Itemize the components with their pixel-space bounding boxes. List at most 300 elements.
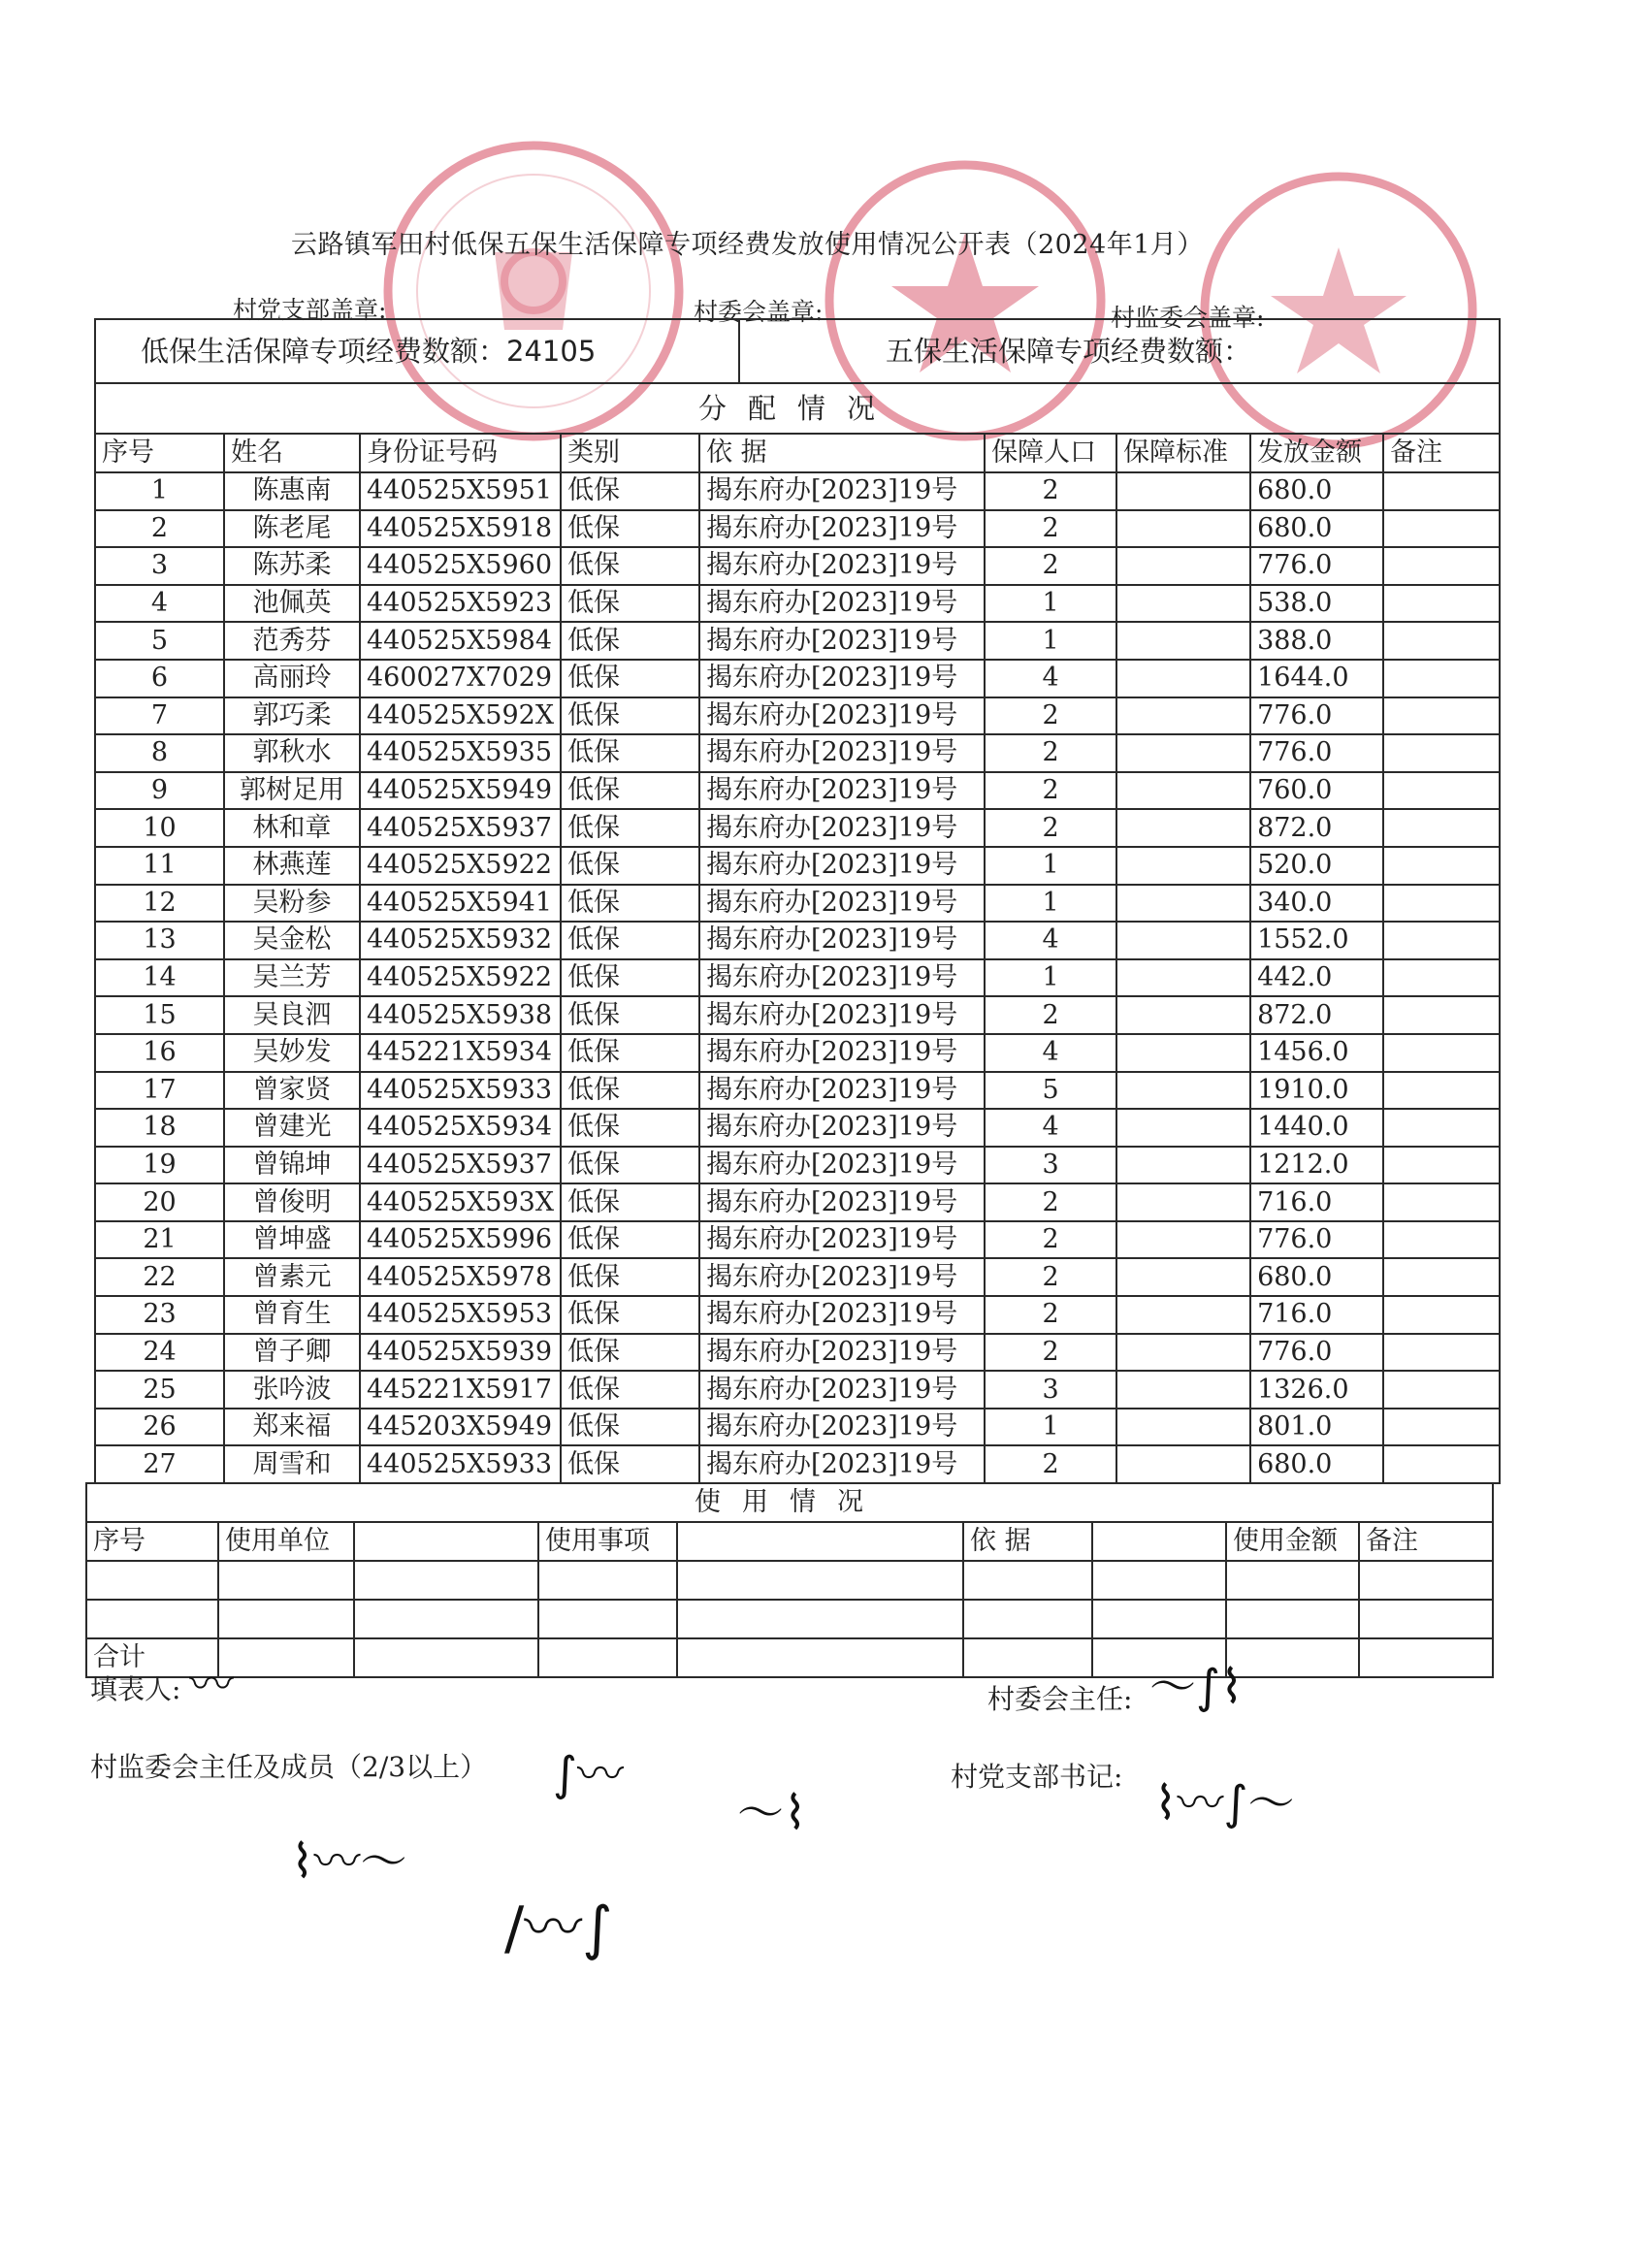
- table-cell: 陈惠南: [224, 472, 360, 510]
- table-cell: [1116, 809, 1250, 847]
- table-cell: 440525X5939: [360, 1334, 561, 1372]
- table-cell: 低保: [561, 1221, 699, 1259]
- table-cell: 揭东府办[2023]19号: [699, 885, 985, 923]
- table-row: [95, 996, 1500, 1034]
- usage-header-cell: [1092, 1522, 1226, 1561]
- table-cell: 低保: [561, 510, 699, 548]
- table-cell: [1383, 622, 1500, 660]
- table-cell: 曾家贤: [224, 1072, 360, 1110]
- table-cell: 21: [95, 1221, 224, 1259]
- table-cell: [1383, 1072, 1500, 1110]
- usage-header-cell: 使用事项: [538, 1522, 677, 1561]
- table-cell: 2: [985, 809, 1116, 847]
- table-cell: 周雪和: [224, 1445, 360, 1483]
- table-cell: 460027X7029: [360, 660, 561, 697]
- table-cell: 2: [985, 1258, 1116, 1296]
- table-cell: [1383, 922, 1500, 959]
- table-row: [95, 1147, 1500, 1184]
- distribution-section-title: 分配情况: [95, 383, 1500, 434]
- table-cell: [1116, 622, 1250, 660]
- table-cell: 680.0: [1250, 1445, 1383, 1483]
- table-cell: 776.0: [1250, 697, 1383, 735]
- table-cell: 1: [985, 959, 1116, 997]
- distribution-header-cell: 类别: [561, 434, 699, 472]
- table-cell: 3: [985, 1371, 1116, 1409]
- table-cell: [1116, 847, 1250, 885]
- table-cell: [1383, 472, 1500, 510]
- table-cell: [1116, 1183, 1250, 1221]
- table-cell: 2: [985, 1221, 1116, 1259]
- table-cell: [1383, 1109, 1500, 1147]
- table-row: [95, 510, 1500, 548]
- table-cell: 揭东府办[2023]19号: [699, 1296, 985, 1334]
- table-cell: [1383, 1034, 1500, 1072]
- table-cell: 2: [985, 772, 1116, 810]
- table-row: [95, 734, 1500, 772]
- table-cell: 440525X593X: [360, 1183, 561, 1221]
- table-cell: 曾建光: [224, 1109, 360, 1147]
- table-cell: 680.0: [1250, 1258, 1383, 1296]
- table-cell: 低保: [561, 1371, 699, 1409]
- table-cell: 10: [95, 809, 224, 847]
- table-row: [95, 547, 1500, 585]
- table-cell: 陈老尾: [224, 510, 360, 548]
- supervision-members-label: 村监委会主任及成员（2/3以上）: [90, 1751, 488, 1783]
- table-cell: 揭东府办[2023]19号: [699, 809, 985, 847]
- table-cell: 16: [95, 1034, 224, 1072]
- table-cell: 低保: [561, 847, 699, 885]
- party-branch-seal-label: 村党支部盖章:: [233, 296, 387, 324]
- table-cell: 9: [95, 772, 224, 810]
- table-cell: [1383, 1258, 1500, 1296]
- table-cell: 440525X5996: [360, 1221, 561, 1259]
- table-cell: [1383, 734, 1500, 772]
- table-cell: 吴良泗: [224, 996, 360, 1034]
- table-cell: 揭东府办[2023]19号: [699, 660, 985, 697]
- table-row: [95, 809, 1500, 847]
- table-cell: [1116, 510, 1250, 548]
- table-cell: 1: [985, 885, 1116, 923]
- table-cell: 1552.0: [1250, 922, 1383, 959]
- table-cell: 揭东府办[2023]19号: [699, 847, 985, 885]
- table-cell: 低保: [561, 922, 699, 959]
- table-row: [95, 1034, 1500, 1072]
- dibao-fund-label: 低保生活保障专项经费数额：: [141, 335, 507, 368]
- table-cell: 揭东府办[2023]19号: [699, 1034, 985, 1072]
- table-cell: 12: [95, 885, 224, 923]
- table-cell: [1383, 1221, 1500, 1259]
- table-cell: 低保: [561, 734, 699, 772]
- table-cell: 7: [95, 697, 224, 735]
- table-cell: 曾育生: [224, 1296, 360, 1334]
- title-month: 1: [1133, 230, 1150, 260]
- dibao-fund-cell: [95, 319, 739, 383]
- table-cell: 4: [985, 660, 1116, 697]
- table-cell: 716.0: [1250, 1183, 1383, 1221]
- table-row: [95, 1334, 1500, 1372]
- table-cell: [1116, 1109, 1250, 1147]
- usage-empty-row: [86, 1561, 1493, 1600]
- table-cell: [1116, 1409, 1250, 1446]
- table-cell: [1116, 1147, 1250, 1184]
- table-cell: 801.0: [1250, 1409, 1383, 1446]
- table-cell: 揭东府办[2023]19号: [699, 547, 985, 585]
- distribution-header-cell: 姓名: [224, 434, 360, 472]
- table-cell: [1116, 885, 1250, 923]
- supervision-member-signature: ∕〰∫: [504, 1895, 613, 1962]
- table-cell: 872.0: [1250, 809, 1383, 847]
- table-cell: 低保: [561, 1445, 699, 1483]
- table-cell: [1383, 1371, 1500, 1409]
- table-cell: 445221X5917: [360, 1371, 561, 1409]
- usage-header-cell: 依 据: [963, 1522, 1092, 1561]
- table-cell: 1: [985, 622, 1116, 660]
- table-cell: 19: [95, 1147, 224, 1184]
- usage-header-cell: 序号: [86, 1522, 218, 1561]
- table-cell: 2: [985, 697, 1116, 735]
- usage-section-title: 使用情况: [86, 1483, 1493, 1522]
- table-row: [95, 1371, 1500, 1409]
- table-cell: 1644.0: [1250, 660, 1383, 697]
- table-cell: [1383, 809, 1500, 847]
- table-cell: 440525X5937: [360, 809, 561, 847]
- preparer-signature: 〰: [189, 1658, 234, 1710]
- table-cell: [1116, 996, 1250, 1034]
- table-cell: 440525X5941: [360, 885, 561, 923]
- table-row: [95, 772, 1500, 810]
- table-cell: 340.0: [1250, 885, 1383, 923]
- table-row: [95, 660, 1500, 697]
- usage-header-cell: 使用金额: [1226, 1522, 1359, 1561]
- table-cell: 2: [985, 1445, 1116, 1483]
- village-committee-seal-label: 村委会盖章:: [694, 298, 824, 326]
- table-cell: [1383, 1296, 1500, 1334]
- table-cell: 范秀芬: [224, 622, 360, 660]
- table-row: [95, 472, 1500, 510]
- table-cell: 1: [985, 847, 1116, 885]
- page-title: 云路镇军田村低保五保生活保障专项经费发放使用情况公开表（2024年1月）: [291, 230, 1204, 260]
- table-row: [95, 1183, 1500, 1221]
- table-cell: 440525X5923: [360, 585, 561, 623]
- table-cell: [1383, 1183, 1500, 1221]
- table-cell: 440525X5935: [360, 734, 561, 772]
- table-cell: 440525X5951: [360, 472, 561, 510]
- table-cell: 揭东府办[2023]19号: [699, 734, 985, 772]
- table-cell: 18: [95, 1109, 224, 1147]
- table-cell: 低保: [561, 1147, 699, 1184]
- table-cell: 440525X5922: [360, 959, 561, 997]
- table-row: [95, 1109, 1500, 1147]
- table-cell: 1440.0: [1250, 1109, 1383, 1147]
- table-cell: 低保: [561, 1072, 699, 1110]
- table-cell: 低保: [561, 1296, 699, 1334]
- table-cell: 5: [985, 1072, 1116, 1110]
- table-cell: 17: [95, 1072, 224, 1110]
- table-cell: 14: [95, 959, 224, 997]
- table-cell: [1116, 1334, 1250, 1372]
- table-cell: 20: [95, 1183, 224, 1221]
- table-cell: 15: [95, 996, 224, 1034]
- table-cell: [1383, 1334, 1500, 1372]
- supervision-member-signature: ⌇〰〜: [291, 1834, 407, 1889]
- table-cell: 1326.0: [1250, 1371, 1383, 1409]
- table-cell: [1116, 959, 1250, 997]
- table-cell: 2: [985, 547, 1116, 585]
- table-row: [95, 885, 1500, 923]
- table-cell: 3: [985, 1147, 1116, 1184]
- table-cell: 低保: [561, 1258, 699, 1296]
- usage-header-cell: 备注: [1359, 1522, 1493, 1561]
- table-cell: 揭东府办[2023]19号: [699, 1183, 985, 1221]
- table-cell: 4: [95, 585, 224, 623]
- table-row: [95, 1445, 1500, 1483]
- table-cell: 23: [95, 1296, 224, 1334]
- table-cell: [1116, 1221, 1250, 1259]
- usage-empty-row: [86, 1600, 1493, 1638]
- table-cell: 2: [985, 734, 1116, 772]
- table-cell: 520.0: [1250, 847, 1383, 885]
- table-cell: [1383, 1445, 1500, 1483]
- party-secretary-signature: ⌇〰∫〜: [1154, 1776, 1295, 1831]
- table-cell: 吴妙发: [224, 1034, 360, 1072]
- table-row: [95, 1258, 1500, 1296]
- committee-director-label: 村委会主任:: [987, 1683, 1133, 1715]
- table-cell: [1383, 1409, 1500, 1446]
- table-cell: 揭东府办[2023]19号: [699, 697, 985, 735]
- table-cell: [1116, 697, 1250, 735]
- table-cell: 440525X592X: [360, 697, 561, 735]
- table-cell: [1116, 1371, 1250, 1409]
- table-cell: 低保: [561, 472, 699, 510]
- table-cell: 2: [985, 472, 1116, 510]
- table-cell: 郭巧柔: [224, 697, 360, 735]
- table-cell: 440525X5978: [360, 1258, 561, 1296]
- table-cell: 郭秋水: [224, 734, 360, 772]
- table-cell: [1383, 510, 1500, 548]
- table-cell: 25: [95, 1371, 224, 1409]
- table-row: [95, 1221, 1500, 1259]
- table-cell: [1116, 472, 1250, 510]
- table-cell: 440525X5949: [360, 772, 561, 810]
- table-row: [95, 959, 1500, 997]
- table-cell: 低保: [561, 959, 699, 997]
- table-cell: 4: [985, 1034, 1116, 1072]
- table-cell: 曾俊明: [224, 1183, 360, 1221]
- table-row: [95, 1072, 1500, 1110]
- table-cell: 揭东府办[2023]19号: [699, 1258, 985, 1296]
- distribution-header-cell: 身份证号码: [360, 434, 561, 472]
- table-cell: 680.0: [1250, 510, 1383, 548]
- table-cell: 8: [95, 734, 224, 772]
- usage-header-cell: [354, 1522, 538, 1561]
- table-cell: 池佩英: [224, 585, 360, 623]
- table-cell: 林和章: [224, 809, 360, 847]
- table-cell: 低保: [561, 1034, 699, 1072]
- table-cell: 揭东府办[2023]19号: [699, 1409, 985, 1446]
- table-row: [95, 585, 1500, 623]
- table-cell: 2: [985, 1296, 1116, 1334]
- table-cell: 低保: [561, 772, 699, 810]
- table-cell: 5: [95, 622, 224, 660]
- table-cell: 2: [95, 510, 224, 548]
- table-cell: 吴粉参: [224, 885, 360, 923]
- table-cell: 1: [985, 585, 1116, 623]
- table-cell: 1456.0: [1250, 1034, 1383, 1072]
- table-cell: 揭东府办[2023]19号: [699, 996, 985, 1034]
- table-cell: 揭东府办[2023]19号: [699, 622, 985, 660]
- table-row: [95, 922, 1500, 959]
- table-cell: 776.0: [1250, 734, 1383, 772]
- table-cell: 24: [95, 1334, 224, 1372]
- table-cell: 低保: [561, 809, 699, 847]
- table-cell: 揭东府办[2023]19号: [699, 772, 985, 810]
- table-cell: 揭东府办[2023]19号: [699, 1109, 985, 1147]
- wubao-fund-cell: [739, 319, 1500, 383]
- table-cell: 440525X5953: [360, 1296, 561, 1334]
- table-cell: 低保: [561, 1409, 699, 1446]
- distribution-header-cell: 备注: [1383, 434, 1500, 472]
- table-cell: [1383, 660, 1500, 697]
- table-cell: 776.0: [1250, 1221, 1383, 1259]
- table-cell: 440525X5933: [360, 1445, 561, 1483]
- table-cell: 低保: [561, 885, 699, 923]
- wubao-fund-label: 五保生活保障专项经费数额：: [886, 335, 1252, 368]
- table-cell: 林燕莲: [224, 847, 360, 885]
- table-cell: 776.0: [1250, 1334, 1383, 1372]
- table-cell: [1116, 1296, 1250, 1334]
- usage-table: [85, 1482, 1494, 1678]
- table-cell: 11: [95, 847, 224, 885]
- distribution-header-cell: 保障标准: [1116, 434, 1250, 472]
- party-secretary-label: 村党支部书记:: [951, 1761, 1123, 1793]
- table-cell: [1383, 547, 1500, 585]
- table-cell: 揭东府办[2023]19号: [699, 585, 985, 623]
- table-cell: 揭东府办[2023]19号: [699, 1221, 985, 1259]
- table-cell: 2: [985, 1334, 1116, 1372]
- table-cell: 440525X5922: [360, 847, 561, 885]
- table-cell: [1116, 1258, 1250, 1296]
- table-cell: 曾锦坤: [224, 1147, 360, 1184]
- table-cell: 440525X5938: [360, 996, 561, 1034]
- fund-amount-table: [94, 318, 1501, 384]
- usage-header-cell: [677, 1522, 963, 1561]
- table-cell: [1383, 959, 1500, 997]
- table-cell: 22: [95, 1258, 224, 1296]
- distribution-header-cell: 发放金额: [1250, 434, 1383, 472]
- table-cell: 曾素元: [224, 1258, 360, 1296]
- table-cell: 曾坤盛: [224, 1221, 360, 1259]
- table-cell: 538.0: [1250, 585, 1383, 623]
- table-cell: 776.0: [1250, 547, 1383, 585]
- table-cell: 郑来福: [224, 1409, 360, 1446]
- usage-header-cell: 使用单位: [218, 1522, 354, 1561]
- table-row: [95, 697, 1500, 735]
- table-cell: 440525X5984: [360, 622, 561, 660]
- distribution-header-cell: 保障人口: [985, 434, 1116, 472]
- table-row: [95, 847, 1500, 885]
- distribution-header-cell: 依 据: [699, 434, 985, 472]
- table-cell: [1116, 922, 1250, 959]
- table-cell: 低保: [561, 660, 699, 697]
- table-cell: 1: [985, 1409, 1116, 1446]
- table-cell: 低保: [561, 547, 699, 585]
- table-cell: 吴金松: [224, 922, 360, 959]
- table-cell: 张吟波: [224, 1371, 360, 1409]
- table-cell: 揭东府办[2023]19号: [699, 472, 985, 510]
- table-cell: 1910.0: [1250, 1072, 1383, 1110]
- table-row: [95, 622, 1500, 660]
- table-cell: [1383, 1147, 1500, 1184]
- table-cell: 27: [95, 1445, 224, 1483]
- table-cell: 760.0: [1250, 772, 1383, 810]
- usage-total-row: [86, 1638, 1493, 1677]
- table-cell: 揭东府办[2023]19号: [699, 922, 985, 959]
- table-cell: 4: [985, 922, 1116, 959]
- table-cell: [1383, 885, 1500, 923]
- table-cell: [1116, 660, 1250, 697]
- table-cell: 低保: [561, 1109, 699, 1147]
- table-cell: 2: [985, 510, 1116, 548]
- table-cell: 低保: [561, 1334, 699, 1372]
- committee-director-signature: 〜∫⌇: [1149, 1660, 1244, 1714]
- table-cell: 440525X5934: [360, 1109, 561, 1147]
- supervision-member-signature: ∫〰: [553, 1747, 625, 1801]
- table-cell: 1: [95, 472, 224, 510]
- table-cell: 872.0: [1250, 996, 1383, 1034]
- table-cell: 曾子卿: [224, 1334, 360, 1372]
- supervision-committee-seal-label: 村监委会盖章:: [1111, 304, 1265, 332]
- supervision-member-signature: 〜⌇: [737, 1786, 807, 1840]
- usage-total-label: 合计: [86, 1638, 218, 1677]
- distribution-header-cell: 序号: [95, 434, 224, 472]
- table-cell: [1116, 1445, 1250, 1483]
- distribution-header-row: [95, 434, 1500, 472]
- table-cell: 2: [985, 996, 1116, 1034]
- table-cell: 440525X5937: [360, 1147, 561, 1184]
- table-cell: [1116, 1034, 1250, 1072]
- table-cell: [1116, 547, 1250, 585]
- table-cell: [1383, 996, 1500, 1034]
- table-cell: 445221X5934: [360, 1034, 561, 1072]
- table-cell: 陈苏柔: [224, 547, 360, 585]
- table-cell: [1383, 697, 1500, 735]
- table-cell: 388.0: [1250, 622, 1383, 660]
- table-cell: 440525X5932: [360, 922, 561, 959]
- table-cell: 揭东府办[2023]19号: [699, 1371, 985, 1409]
- table-row: [95, 1296, 1500, 1334]
- table-cell: 2: [985, 1183, 1116, 1221]
- table-cell: 低保: [561, 996, 699, 1034]
- table-cell: 低保: [561, 1183, 699, 1221]
- dibao-fund-value: 24105: [506, 335, 597, 368]
- table-cell: [1116, 585, 1250, 623]
- table-cell: 揭东府办[2023]19号: [699, 959, 985, 997]
- table-cell: 揭东府办[2023]19号: [699, 1147, 985, 1184]
- table-cell: 揭东府办[2023]19号: [699, 1072, 985, 1110]
- table-cell: 低保: [561, 697, 699, 735]
- table-cell: [1383, 772, 1500, 810]
- table-cell: 440525X5918: [360, 510, 561, 548]
- table-cell: 高丽玲: [224, 660, 360, 697]
- table-cell: 1212.0: [1250, 1147, 1383, 1184]
- table-cell: 吴兰芳: [224, 959, 360, 997]
- table-row: [95, 1409, 1500, 1446]
- table-cell: 442.0: [1250, 959, 1383, 997]
- table-cell: [1116, 734, 1250, 772]
- table-cell: 440525X5933: [360, 1072, 561, 1110]
- table-cell: [1383, 847, 1500, 885]
- table-cell: [1383, 585, 1500, 623]
